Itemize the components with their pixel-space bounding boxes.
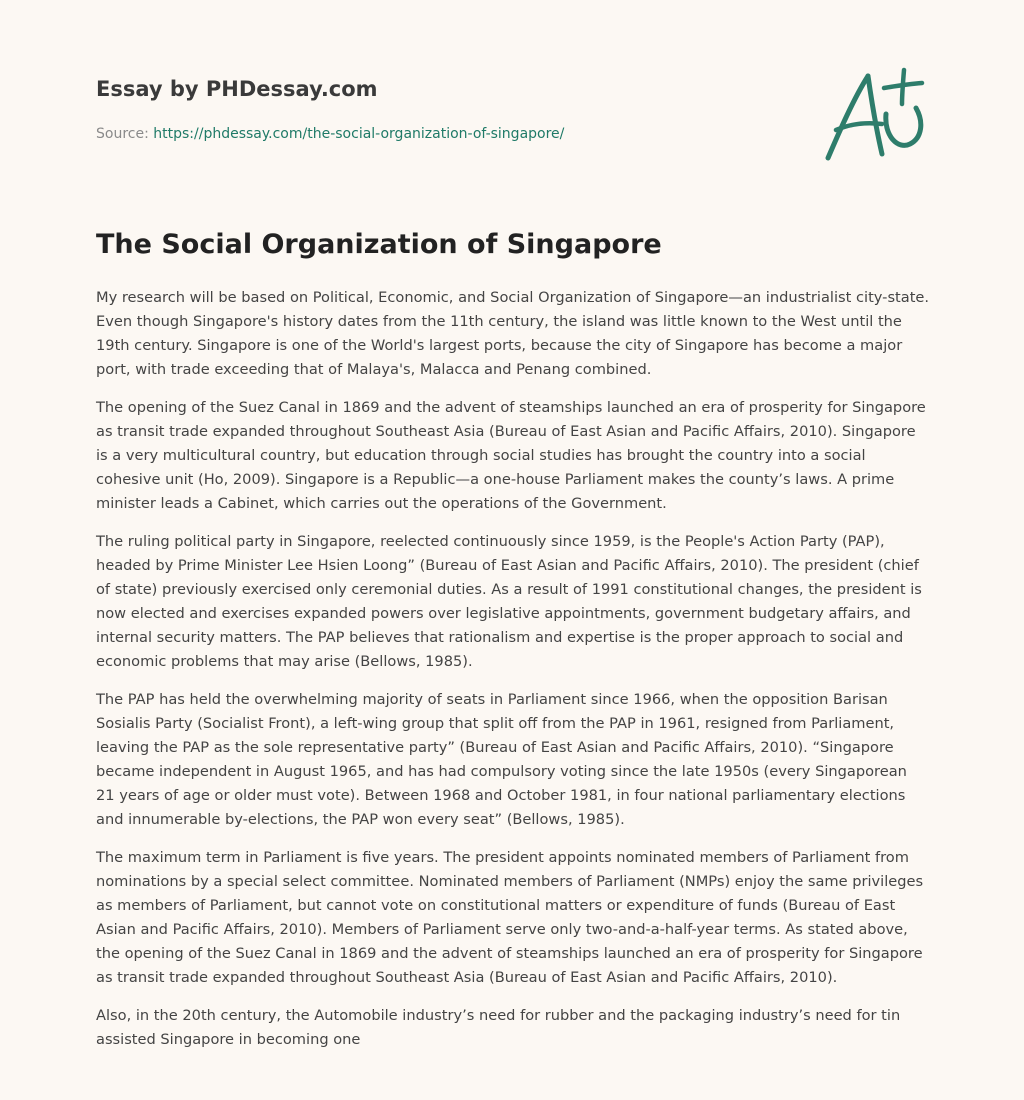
- source-label: Source:: [96, 126, 154, 142]
- site-title: Essay by PHDessay.com: [96, 77, 378, 101]
- source-link[interactable]: https://phdessay.com/the-social-organization-of-singapore/: [153, 126, 565, 142]
- essay-paragraph: Also, in the 20th century, the Automobile industry’s need for rubber and the packaging industry’s need for tin assisted Singapore in becoming one: [96, 1007, 901, 1048]
- essay-paragraph: The PAP has held the overwhelming majority of seats in Parliament since 1966, when the opposition Barisan Sosialis Party (Socialist Front), a left-wing group that split off from the PAP in 1961, resigned from Parliament, leaving the PAP as the sole representative party” (Bureau of East Asian and Pacific Affairs, 2010). “Singapore became independent in August 1965, and has had compulsory voting since the late 1950s (every Singaporean 21 years of age or older must vote). Between 1968 and October 1981, in four national parliamentary elections and innumerable by-elections, the PAP won every seat” (Bellows, 1985).: [96, 691, 907, 828]
- essay-paragraph: My research will be based on Political, Economic, and Social Organization of Singapore—an industrialist city-state. Even though Singapore's history dates from the 11th century, the island was little known to the West until the 19th century. Singapore is one of the World's largest ports, because the city of Singapore has become a major port, with trade exceeding that of Malaya's, Malacca and Penang combined.: [96, 289, 930, 378]
- essay-paragraph: The maximum term in Parliament is five years. The president appoints nominated members of Parliament from nominations by a special select committee. Nominated members of Parliament (NMPs) enjoy the same privileges as members of Parliament, but cannot vote on constitutional matters or expenditure of funds (Bureau of East Asian and Pacific Affairs, 2010). Members of Parliament serve only two-and-a-half-year terms. As stated above, the opening of the Suez Canal in 1869 and the advent of steamships launched an era of prosperity for Singapore as transit trade expanded throughout Southeast Asia (Bureau of East Asian and Pacific Affairs, 2010).: [96, 849, 924, 986]
- essay-title: The Social Organization of Singapore: [96, 229, 662, 260]
- page-header: [96, 74, 796, 144]
- essay-paragraph: The ruling political party in Singapore, reelected continuously since 1959, is the People's Action Party (PAP), headed by Prime Minister Lee Hsien Loong” (Bureau of East Asian and Pacific Affairs, 2010). The president (chief of state) previously exercised only ceremonial duties. As a result of 1991 constitutional changes, the president is now elected and exercises expanded powers over legislative appointments, government budgetary affairs, and internal security matters. The PAP believes that rationalism and expertise is the proper approach to social and economic problems that may arise (Bellows, 1985).: [96, 533, 922, 670]
- a-plus-logo-icon: [822, 64, 928, 168]
- essay-paragraph: The opening of the Suez Canal in 1869 and the advent of steamships launched an era of prosperity for Singapore as transit trade expanded throughout Southeast Asia (Bureau of East Asian and Pacific Affairs, 2010). Singapore is a very multicultural country, but education through social studies has brought the country into a social cohesive unit (Ho, 2009). Singapore is a Republic—a one-house Parliament makes the county’s laws. A prime minister leads a Cabinet, which carries out the operations of the Government.: [96, 399, 926, 512]
- source-line: [96, 124, 796, 144]
- essay-body: [96, 286, 930, 1066]
